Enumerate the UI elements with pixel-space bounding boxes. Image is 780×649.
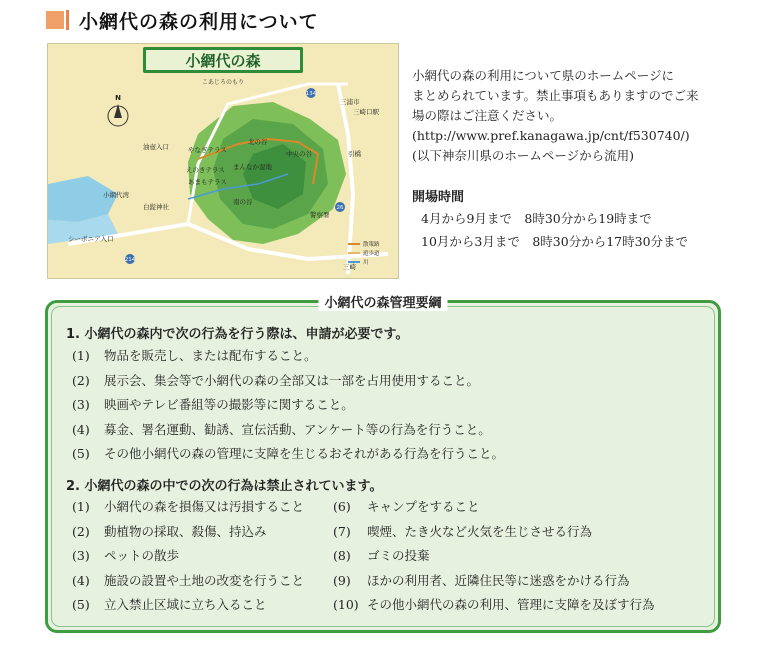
intro-text (412, 66, 742, 166)
map-label-mannaka-wetland: まんなか湿地 (233, 163, 272, 171)
map-label-south-valley: 南の谷 (233, 198, 253, 206)
title-accent-block (46, 11, 64, 29)
hours-row-summer: 4月から9月まで 8時30分から19時まで (421, 211, 652, 226)
map-banner-kana: こあじろのもり (201, 79, 245, 86)
map-label-hikihashi: 引橋 (348, 150, 361, 158)
list-item: (10) その他小網代の森の利用、管理に支障を及ぼす行為 (333, 597, 655, 612)
list-item: (5) 立入禁止区域に立ち入ること (72, 597, 267, 612)
legend-trail: 散策路 (363, 242, 380, 248)
list-item: (5) その他小網代の森の管理に支障を生じるおそれがある行為を行うこと。 (72, 446, 505, 461)
map-label-police: 警察署 (310, 211, 330, 219)
compass-north: N (115, 94, 121, 102)
legend-walkway: 遊歩道 (363, 251, 380, 257)
rules-box (45, 296, 721, 633)
map-label-amamo-terrace: あまもテラス (188, 178, 227, 186)
map-banner-title: 小網代の森 (185, 52, 261, 70)
list-item: (1) 小網代の森を損傷又は汚損すること (72, 499, 305, 514)
title-accent-bar (66, 10, 69, 30)
section1-list (72, 344, 504, 467)
map-label-seabonia: シーボニア入口 (68, 235, 114, 243)
list-item: (2) 展示会、集会等で小網代の森の全部又は一部を占用使用すること。 (72, 372, 480, 388)
map-label-koajiro-bay: 小網代湾 (103, 191, 129, 199)
list-item: (7) 喫煙、たき火など火気を生じさせる行為 (333, 523, 593, 539)
page-title: 小網代の森の利用について (79, 10, 319, 33)
route-badge-26: 26 (336, 205, 344, 211)
list-item: (4) 施設の設置や土地の改変を行うこと (72, 572, 305, 588)
page-header (46, 8, 319, 32)
map-label-central-valley: 中央の谷 (286, 150, 312, 158)
map-label-north-valley: 北の谷 (248, 138, 268, 146)
intro-line: まとめられています。禁止事項もありますのでご来 (412, 88, 699, 103)
map-label-enoki-terrace: えのきテラス (186, 166, 225, 174)
list-item: (1) 物品を販売し、または配布すること。 (72, 348, 317, 363)
opening-hours (421, 207, 688, 253)
opening-hours-title: 開場時間 (412, 190, 465, 205)
section2-title: 2. 小網代の森の中での次の行為は禁止されています。 (66, 479, 383, 494)
map-label-shirahige-shrine: 白髭神社 (143, 203, 169, 211)
route-badge-214: 214 (124, 257, 136, 263)
list-item: (8) ゴミの投棄 (333, 548, 430, 563)
section1-title: 1. 小網代の森内で次の行為を行う際は、申請が必要です。 (66, 327, 409, 342)
section2-right-list (333, 495, 655, 618)
list-item: (3) ペットの散歩 (72, 548, 180, 563)
map-label-miura-city: 三浦市 (340, 98, 360, 106)
list-item: (9) ほかの利用者、近隣住民等に迷惑をかける行為 (333, 572, 630, 588)
list-item: (4) 募金、署名運動、勧誘、宣伝活動、アンケート等の行為を行うこと。 (72, 421, 491, 437)
list-item: (6) キャンプをすること (333, 499, 480, 514)
legend-river: 川 (363, 260, 369, 266)
section2-left-list (72, 495, 304, 618)
forest-map (47, 43, 399, 279)
map-label-aburatsubo: 油壺入口 (143, 143, 169, 151)
intro-url: (http://www.pref.kanagawa.jp/cnt/f530740/) (412, 128, 690, 143)
list-item: (3) 映画やテレビ番組等の撮影等に関すること。 (72, 397, 354, 412)
map-label-yanagi-terrace: やなぎテラス (188, 146, 227, 154)
rules-box-title: 小網代の森管理要綱 (318, 292, 447, 311)
route-badge-134: 134 (305, 91, 317, 97)
list-item: (2) 動植物の採取、殺傷、持込み (72, 523, 267, 539)
intro-line: 小網代の森の利用について県のホームページに (412, 68, 675, 83)
map-label-misaki: 三崎 (343, 263, 356, 271)
hours-row-winter: 10月から3月まで 8時30分から17時30分まで (421, 234, 689, 249)
map-label-misakiguchi-station: 三崎口駅 (353, 108, 379, 116)
intro-line: (以下神奈川県のホームページから流用) (412, 148, 635, 163)
intro-line: 場の際はご注意ください。 (412, 108, 563, 123)
